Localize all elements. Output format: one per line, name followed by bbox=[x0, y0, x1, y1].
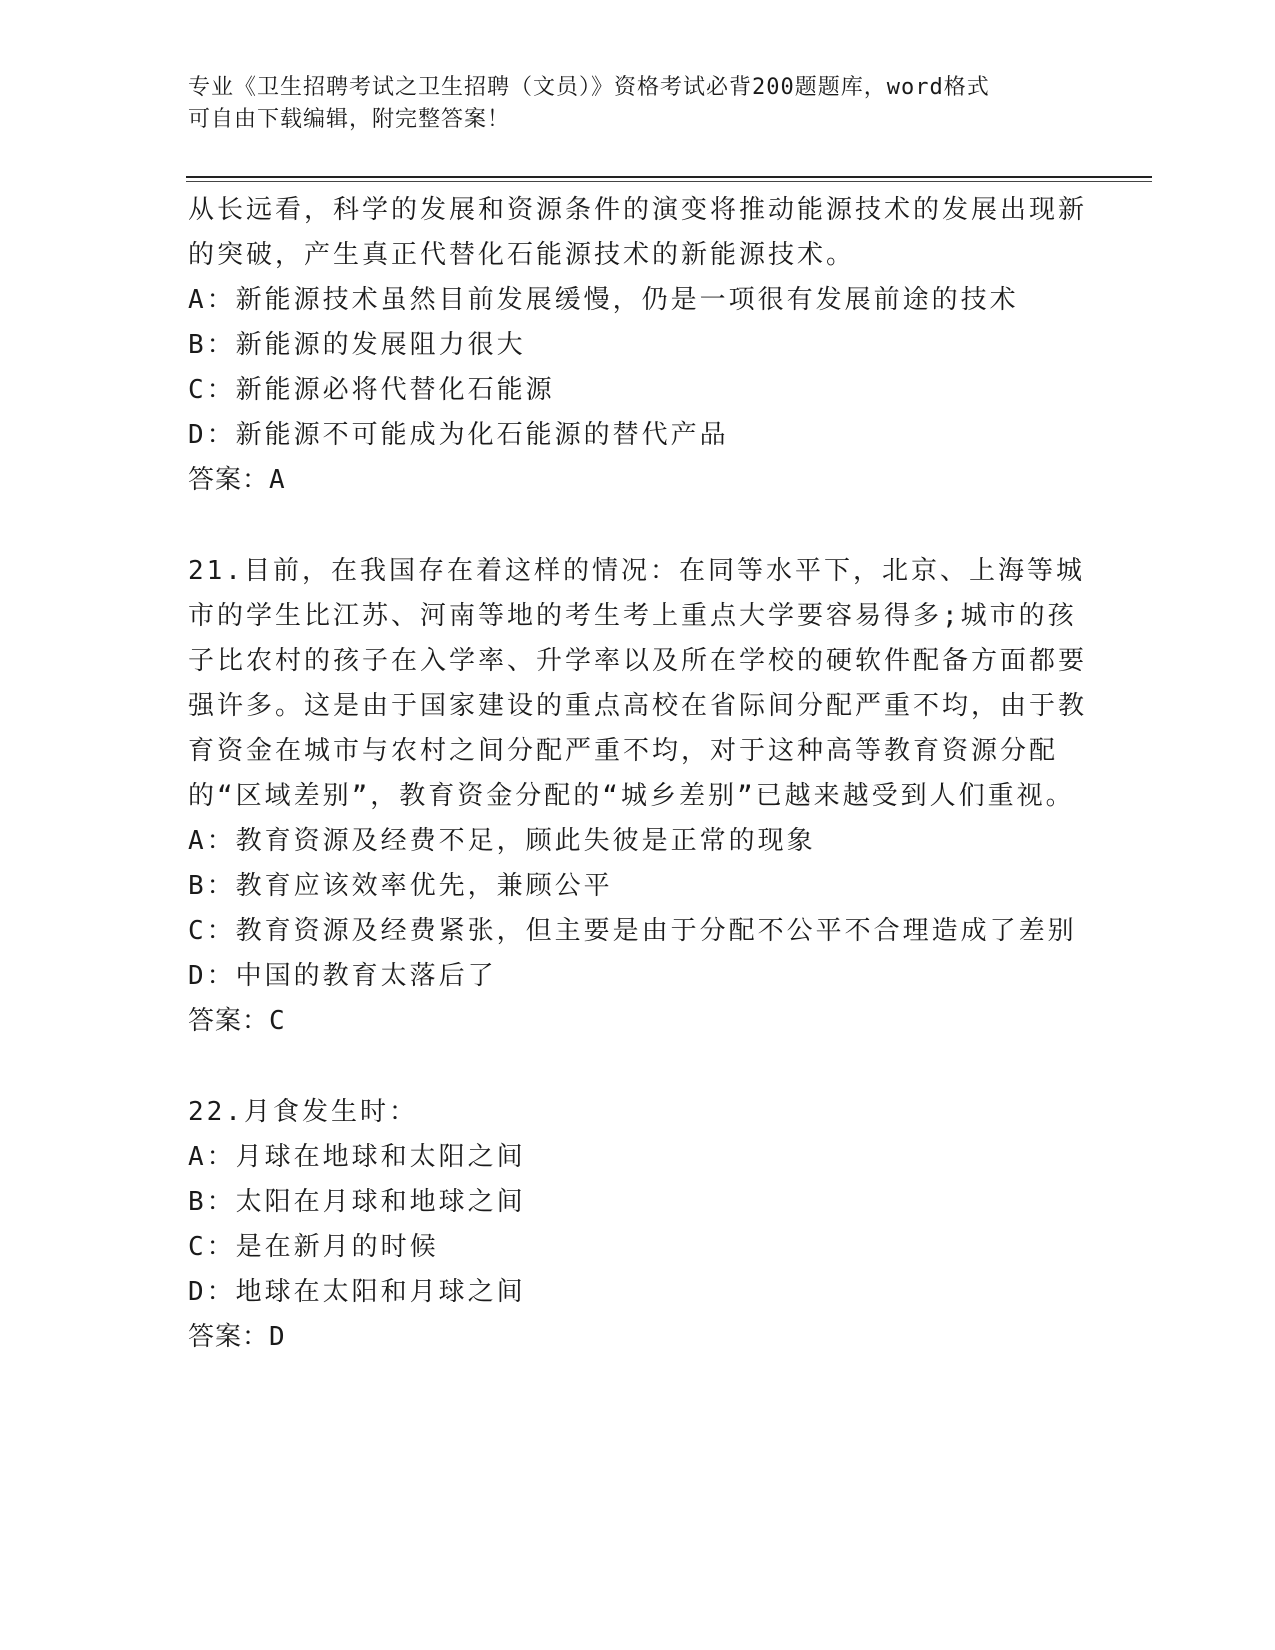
option-b: B：太阳在月球和地球之间 bbox=[188, 1187, 526, 1217]
question-stem: 22.月食发生时： bbox=[188, 1097, 418, 1127]
header-rule-thin bbox=[186, 181, 1152, 182]
question-list bbox=[188, 188, 1088, 1360]
option-c: C：新能源必将代替化石能源 bbox=[188, 375, 555, 405]
answer: 答案：C bbox=[188, 1006, 286, 1036]
question-block bbox=[188, 188, 1088, 503]
question-stem: 从长远看，科学的发展和资源条件的演变将推动能源技术的发展出现新的突破，产生真正代替化石能源技术的新能源技术。 bbox=[188, 195, 1088, 270]
document-header bbox=[188, 72, 1108, 136]
answer: 答案：A bbox=[188, 465, 286, 495]
answer: 答案：D bbox=[188, 1322, 286, 1352]
header-line-1: 专业《卫生招聘考试之卫生招聘（文员）》资格考试必背200题题库，word格式 bbox=[188, 75, 990, 100]
option-a: A：新能源技术虽然目前发展缓慢，仍是一项很有发展前途的技术 bbox=[188, 285, 1019, 315]
option-c: C：是在新月的时候 bbox=[188, 1232, 439, 1262]
option-d: D：新能源不可能成为化石能源的替代产品 bbox=[188, 420, 729, 450]
option-a: A：教育资源及经费不足，顾此失彼是正常的现象 bbox=[188, 826, 816, 856]
option-b: B：新能源的发展阻力很大 bbox=[188, 330, 526, 360]
option-c: C：教育资源及经费紧张，但主要是由于分配不公平不合理造成了差别 bbox=[188, 916, 1077, 946]
question-block bbox=[188, 1090, 1088, 1360]
question-block bbox=[188, 549, 1088, 1044]
option-d: D：中国的教育太落后了 bbox=[188, 961, 497, 991]
option-d: D：地球在太阳和月球之间 bbox=[188, 1277, 526, 1307]
question-gap bbox=[188, 503, 1088, 549]
question-gap bbox=[188, 1044, 1088, 1090]
header-line-2: 可自由下载编辑，附完整答案！ bbox=[188, 107, 511, 132]
option-a: A：月球在地球和太阳之间 bbox=[188, 1142, 526, 1172]
option-b: B：教育应该效率优先，兼顾公平 bbox=[188, 871, 613, 901]
header-rule-thick bbox=[186, 176, 1152, 178]
question-stem: 21.目前，在我国存在着这样的情况：在同等水平下，北京、上海等城市的学生比江苏、河南等地的考生考上重点大学要容易得多;城市的孩子比农村的孩子在入学率、升学率以及所在学校的硬软件配备方面都要强许多。这是由于国家建设的重点高校在省际间分配严重不均，由于教育资金在城市与农村之间分配严重不均，对于这种高等教育资源分配的“区域差别”，教育资金分配的“城乡差别”已越来越受到人们重视。 bbox=[188, 556, 1088, 811]
